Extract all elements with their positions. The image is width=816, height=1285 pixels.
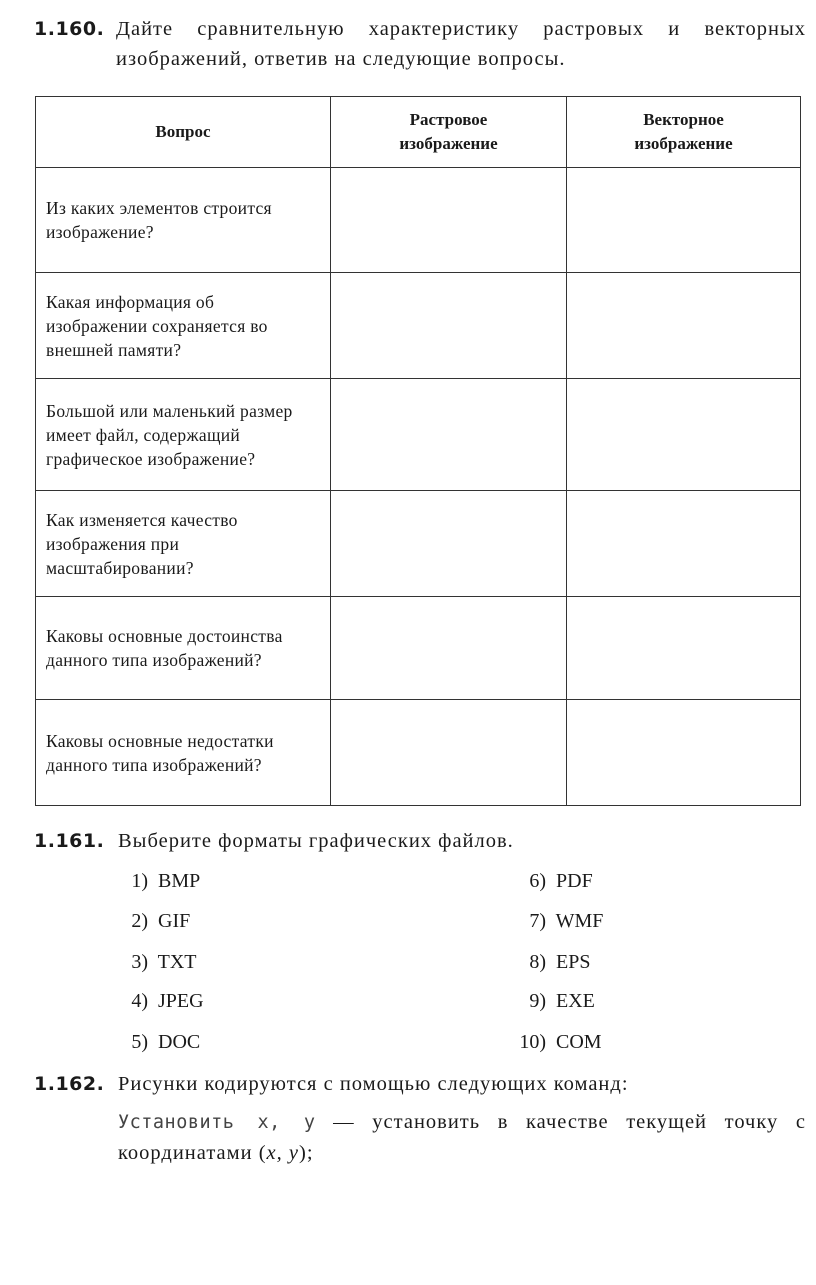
question-cell [36, 597, 331, 700]
option-label: EXE [556, 990, 595, 1012]
comparison-table [35, 96, 801, 806]
description-end: ); [299, 1142, 314, 1164]
raster-answer-cell[interactable] [331, 273, 567, 379]
option-label: EPS [556, 951, 591, 973]
question-cell [36, 379, 331, 491]
task-number: 1.160. [34, 18, 105, 40]
option-label: PDF [556, 870, 593, 892]
option-label: COM [556, 1031, 602, 1053]
description-text: — установить в качестве текущей точку с координатами ( [118, 1111, 806, 1164]
option-label: WMF [555, 910, 604, 932]
option-1[interactable]: 1) BMP [131, 870, 201, 892]
option-10[interactable]: 10) COM [519, 1031, 602, 1053]
question-text: Какая информация об изображении сохраняется во внешней памяти? [46, 291, 268, 360]
raster-answer-cell[interactable] [331, 700, 567, 806]
question-text: Каковы основные недостатки данного типа изображений? [46, 730, 274, 775]
table-row [36, 491, 801, 597]
option-label: TXT [157, 951, 197, 973]
header-raster [331, 97, 567, 168]
task-text: Дайте сравнительную характеристику растровых и векторных изображений, ответив на следующие вопросы. [116, 18, 806, 70]
coords-text: x, y [266, 1142, 299, 1164]
option-6[interactable]: 6) PDF [529, 870, 593, 892]
vector-answer-cell[interactable] [567, 273, 801, 379]
header-raster-label: Растровое изображение [399, 110, 498, 153]
option-label: BMP [158, 870, 201, 892]
vector-answer-cell[interactable] [567, 379, 801, 491]
vector-answer-cell[interactable] [567, 491, 801, 597]
question-cell [36, 491, 331, 597]
command-code: Установить x, y [118, 1112, 316, 1133]
option-8[interactable]: 8) EPS [529, 951, 591, 973]
header-question: Вопрос [36, 97, 331, 168]
question-cell [36, 273, 331, 379]
raster-answer-cell[interactable] [331, 491, 567, 597]
command-description [118, 1107, 806, 1169]
table-row [36, 700, 801, 806]
raster-answer-cell[interactable] [331, 168, 567, 273]
question-cell [36, 168, 331, 273]
raster-answer-cell[interactable] [331, 379, 567, 491]
raster-answer-cell[interactable] [331, 597, 567, 700]
vector-answer-cell[interactable] [567, 168, 801, 273]
option-label: DOC [158, 1031, 201, 1053]
header-vector [567, 97, 801, 168]
question-cell [36, 700, 331, 806]
vector-answer-cell[interactable] [567, 700, 801, 806]
table-row [36, 168, 801, 273]
option-7[interactable]: 7) WMF [529, 910, 604, 932]
table-row [36, 597, 801, 700]
task-text: Рисунки кодируются с помощью следующих команд: [118, 1073, 629, 1095]
task-number: 1.162. [34, 1073, 105, 1095]
option-3[interactable]: 3) TXT [131, 951, 197, 973]
task-text: Выберите форматы графических файлов. [118, 830, 514, 852]
vector-answer-cell[interactable] [567, 597, 801, 700]
table-header-row [36, 97, 801, 168]
option-9[interactable]: 9) EXE [529, 990, 595, 1012]
question-text: Как изменяется качество изображения при масштабировании? [46, 509, 238, 578]
option-2[interactable]: 2) GIF [131, 910, 191, 932]
table-row [36, 379, 801, 491]
table-row [36, 273, 801, 379]
question-text: Каковы основные достоинства данного типа изображений? [46, 626, 283, 670]
question-text: Из каких элементов строится изображение? [46, 198, 272, 242]
header-vector-label: Векторное изображение [634, 110, 733, 153]
question-text: Большой или маленький размер имеет файл, содержащий графическое изображение? [46, 400, 293, 469]
option-label: GIF [158, 910, 191, 932]
option-5[interactable]: 5) DOC [131, 1031, 201, 1053]
option-4[interactable]: 4) JPEG [131, 990, 204, 1012]
task-number: 1.161. [34, 830, 105, 852]
option-label: JPEG [158, 990, 204, 1012]
